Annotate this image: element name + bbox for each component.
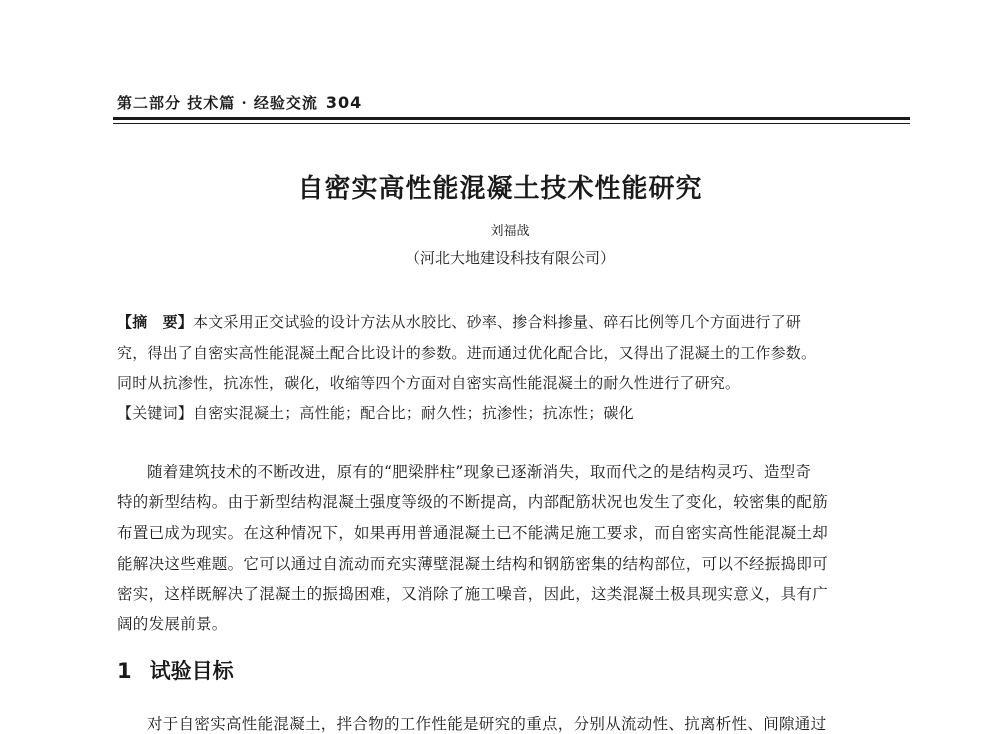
header-rule-thin — [113, 123, 910, 124]
section-heading — [117, 655, 234, 685]
abstract-label: 【摘 要】 — [117, 313, 194, 331]
intro-line: 特的新型结构。由于新型结构混凝土强度等级的不断提高，内部配筋状况也发生了变化，较密集的配筋 — [117, 493, 829, 511]
author-name: 刘福战 — [490, 224, 530, 239]
author-affiliation: （河北大地建设科技有限公司） — [404, 249, 615, 267]
abstract-text: 本文采用正交试验的设计方法从水胶比、砂率、掺合料掺量、碎石比例等几个方面进行了研 — [193, 313, 802, 331]
abstract-line: 同时从抗渗性，抗冻性，碳化，收缩等四个方面对自密实高性能混凝土的耐久性进行了研究。 — [117, 374, 741, 392]
section-title: 试验目标 — [149, 659, 234, 683]
intro-line: 能解决这些难题。它可以通过自流动而充实薄壁混凝土结构和钢筋密集的结构部位，可以不经振捣即可 — [117, 555, 829, 573]
running-header — [117, 92, 362, 113]
keywords-text: 自密实混凝土；高性能；配合比；耐久性；抗渗性；抗冻性；碳化 — [193, 404, 634, 422]
section-body-line: 对于自密实高性能混凝土，拌合物的工作性能是研究的重点，分别从流动性、抗离析性、间隙通过 — [147, 715, 827, 733]
intro-line: 随着建筑技术的不断改进，原有的“肥梁胖柱”现象已逐渐消失，取而代之的是结构灵巧、造型奇 — [147, 463, 812, 481]
page-number: 304 — [325, 93, 363, 112]
header-rule-thick — [113, 117, 910, 120]
abstract-line — [117, 311, 801, 332]
intro-line: 阔的发展前景。 — [117, 615, 228, 633]
paper-title: 自密实高性能混凝土技术性能研究 — [297, 174, 703, 204]
abstract-line: 究，得出了自密实高性能混凝土配合比设计的参数。进而通过优化配合比，又得出了混凝土的工作参数。 — [117, 344, 817, 362]
running-header-text: 第二部分 技术篇 · 经验交流 — [117, 94, 318, 112]
keywords-label: 【关键词】 — [117, 404, 194, 422]
keywords-line — [117, 402, 634, 423]
section-number: 1 — [117, 659, 132, 683]
intro-line: 密实，这样既解决了混凝土的振捣困难，又消除了施工噪音，因此，这类混凝土极具现实意义，具有广 — [117, 585, 829, 603]
intro-line: 布置已成为现实。在这种情况下，如果再用普通混凝土已不能满足施工要求，而自密实高性能混凝土却 — [117, 524, 829, 542]
